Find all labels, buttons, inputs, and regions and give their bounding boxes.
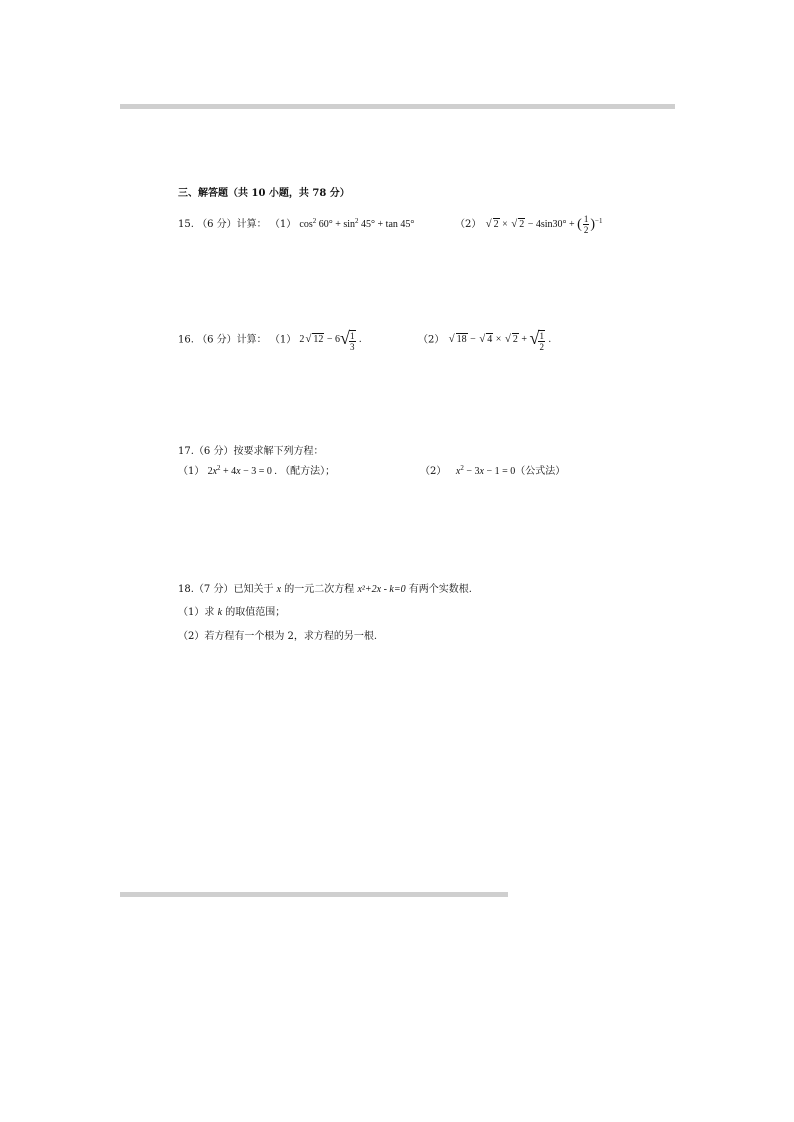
q16-part1-expr: 2√ 12 − 6 √ $\frac{1}{3}$ . (299, 334, 361, 345)
q18-points: （7 分） (193, 584, 234, 595)
q18-part1-label: （1） (178, 607, 205, 618)
q15-part1-expr: $\cos^2 60^\circ + \sin^2 45^\circ + \tan 45^\circ$ (299, 217, 415, 230)
q17-part1 (178, 465, 335, 479)
question-15 (178, 218, 414, 232)
q17-intro: （6 分）按要求解下列方程： (193, 446, 324, 457)
q18-stem-eq: x²+2x - k=0 (357, 584, 406, 595)
q16-part1-label: （1） (269, 334, 297, 346)
q15-points: （6 分）计算： (197, 219, 267, 230)
q17-part1-label: （1） (178, 466, 205, 477)
top-divider (120, 104, 675, 109)
q16-part2-label: （2） (418, 334, 445, 346)
q17-part2 (420, 465, 565, 479)
q18-part2 (178, 630, 377, 644)
q17-part2-method: （公式法） (515, 466, 566, 477)
q18-part1-a: 求 (204, 607, 215, 618)
q18-stem-b: 的一元二次方程 (284, 584, 355, 595)
q17-part2-expr: $x^2 - 3x - 1 = 0$ (455, 464, 516, 477)
q17-part1-expr: $2x^2 + 4x - 3 = 0$ . (207, 464, 277, 477)
question-18 (178, 583, 472, 597)
q16-part2 (418, 328, 551, 352)
q18-part1-b: 的取值范围； (225, 607, 286, 618)
question-17 (178, 445, 323, 459)
q18-part1 (178, 606, 285, 620)
q17-part1-method: （配方法）； (280, 466, 336, 477)
q18-part2-text: 若方程有一个根为 2，求方程的另一根. (204, 631, 378, 642)
q15-number: 15. (178, 219, 194, 230)
q17-number: 17. (178, 446, 194, 457)
q18-stem-c: 有两个实数根. (408, 584, 472, 595)
q18-part2-label: （2） (178, 631, 205, 642)
q16-points: （6 分）计算： (197, 334, 267, 346)
q15-part1-label: （1） (269, 219, 297, 230)
question-16 (178, 328, 362, 352)
bottom-divider (120, 892, 508, 897)
q17-part2-label: （2） (420, 466, 447, 477)
q18-part1-var: k (217, 607, 223, 618)
q15-part2-label: （2） (455, 218, 482, 230)
section-heading: 三、解答题（共 10 小题，共 78 分） (178, 188, 350, 199)
q18-number: 18. (178, 584, 194, 595)
q15-part2 (455, 214, 602, 235)
q16-number: 16. (178, 334, 194, 346)
q18-stem-var: x (276, 584, 282, 595)
q18-stem-a: 已知关于 (233, 584, 274, 595)
q15-part2-expr: √ 2 × √ 2 − 4sin30° + ( $\frac{1}{2}$ )$^{-1}$ (485, 219, 603, 230)
q16-part2-expr: √ 18 − √ 4 × √ 2 + √ $\frac{1}{2}$ . (448, 334, 551, 345)
